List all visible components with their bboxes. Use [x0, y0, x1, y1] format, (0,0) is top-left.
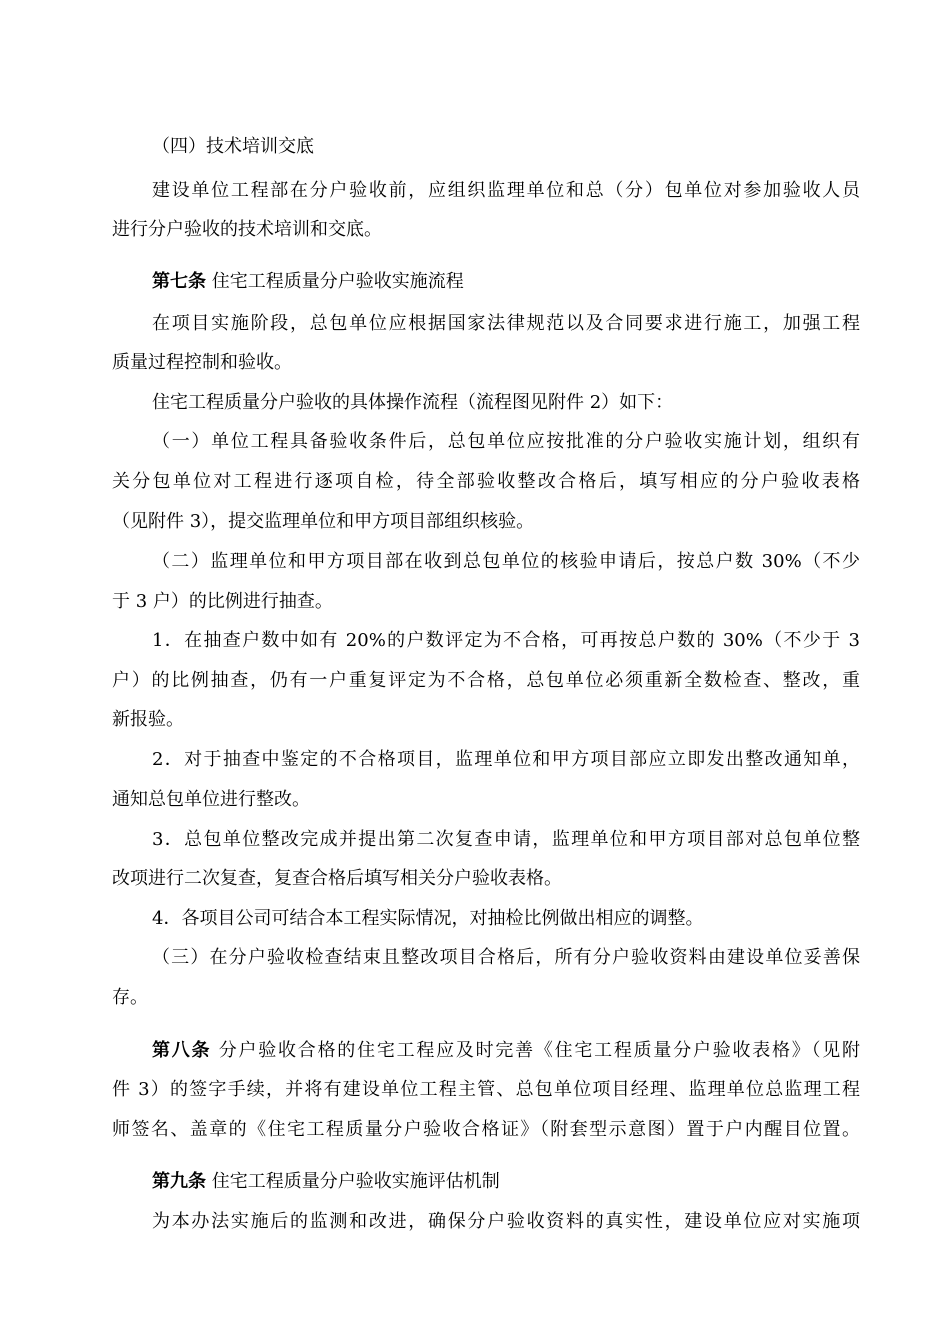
paragraph-line: 质量过程控制和验收。: [112, 352, 292, 373]
paragraph-line: 为本办法实施后的监测和改进，确保分户验收资料的真实性，建设单位应对实施项: [152, 1211, 860, 1232]
paragraph-line: 户）的比例抽查，仍有一户重复评定为不合格，总包单位必须重新全数检查、整改，重: [112, 670, 860, 691]
article-8-first-line: [152, 1039, 860, 1063]
paragraph-line: 新报验。: [112, 709, 184, 730]
paragraph-line: 存。: [112, 987, 148, 1008]
paragraph-line: 住宅工程质量分户验收的具体操作流程（流程图见附件 2）如下：: [152, 392, 674, 413]
article-7-title: 住宅工程质量分户验收实施流程: [206, 271, 464, 292]
paragraph-line: 通知总包单位进行整改。: [112, 789, 310, 810]
article-8-label: 第八条: [152, 1040, 212, 1061]
paragraph-line: 师签名、盖章的《住宅工程质量分户验收合格证》（附套型示意图）置于户内醒目位置。: [112, 1119, 860, 1140]
paragraph-line: 件 3）的签字手续，并将有建设单位工程主管、总包单位项目经理、监理单位总监理工程: [112, 1079, 860, 1100]
paragraph-line: （见附件 3），提交监理单位和甲方项目部组织核验。: [112, 511, 535, 532]
paragraph-line: （二）监理单位和甲方项目部在收到总包单位的核验申请后，按总户数 30%（不少: [152, 551, 860, 572]
paragraph-line: （一）单位工程具备验收条件后，总包单位应按批准的分户验收实施计划，组织有: [152, 431, 860, 452]
article-8-text: 分户验收合格的住宅工程应及时完善《住宅工程质量分户验收表格》（见附: [211, 1040, 861, 1061]
article-9-heading: [152, 1170, 860, 1194]
paragraph-line: 建设单位工程部在分户验收前，应组织监理单位和总（分）包单位对参加验收人员: [152, 180, 860, 201]
paragraph-line: 1．在抽查户数中如有 20%的户数评定为不合格，可再按总户数的 30%（不少于 3: [152, 630, 860, 651]
paragraph-line: 进行分户验收的技术培训和交底。: [112, 219, 382, 240]
paragraph-line: 在项目实施阶段，总包单位应根据国家法律规范以及合同要求进行施工，加强工程: [152, 313, 860, 334]
paragraph-line: 改项进行二次复查，复查合格后填写相关分户验收表格。: [112, 868, 562, 889]
paragraph-line: 2．对于抽查中鉴定的不合格项目，监理单位和甲方项目部应立即发出整改通知单，: [152, 749, 860, 770]
paragraph-line: 关分包单位对工程进行逐项自检，待全部验收整改合格后，填写相应的分户验收表格: [112, 471, 860, 492]
article-9-label: 第九条: [152, 1171, 206, 1192]
section-heading-technical-training: （四）技术培训交底: [152, 136, 314, 157]
paragraph-line: 于 3 户）的比例进行抽查。: [112, 591, 333, 612]
article-7-label: 第七条: [152, 271, 206, 292]
paragraph-line: （三）在分户验收检查结束且整改项目合格后，所有分户验收资料由建设单位妥善保: [152, 947, 860, 968]
article-7-heading: [152, 270, 860, 294]
article-9-title: 住宅工程质量分户验收实施评估机制: [206, 1171, 500, 1192]
paragraph-line: 4．各项目公司可结合本工程实际情况，对抽检比例做出相应的调整。: [152, 908, 704, 929]
paragraph-line: 3．总包单位整改完成并提出第二次复查申请，监理单位和甲方项目部对总包单位整: [152, 829, 860, 850]
